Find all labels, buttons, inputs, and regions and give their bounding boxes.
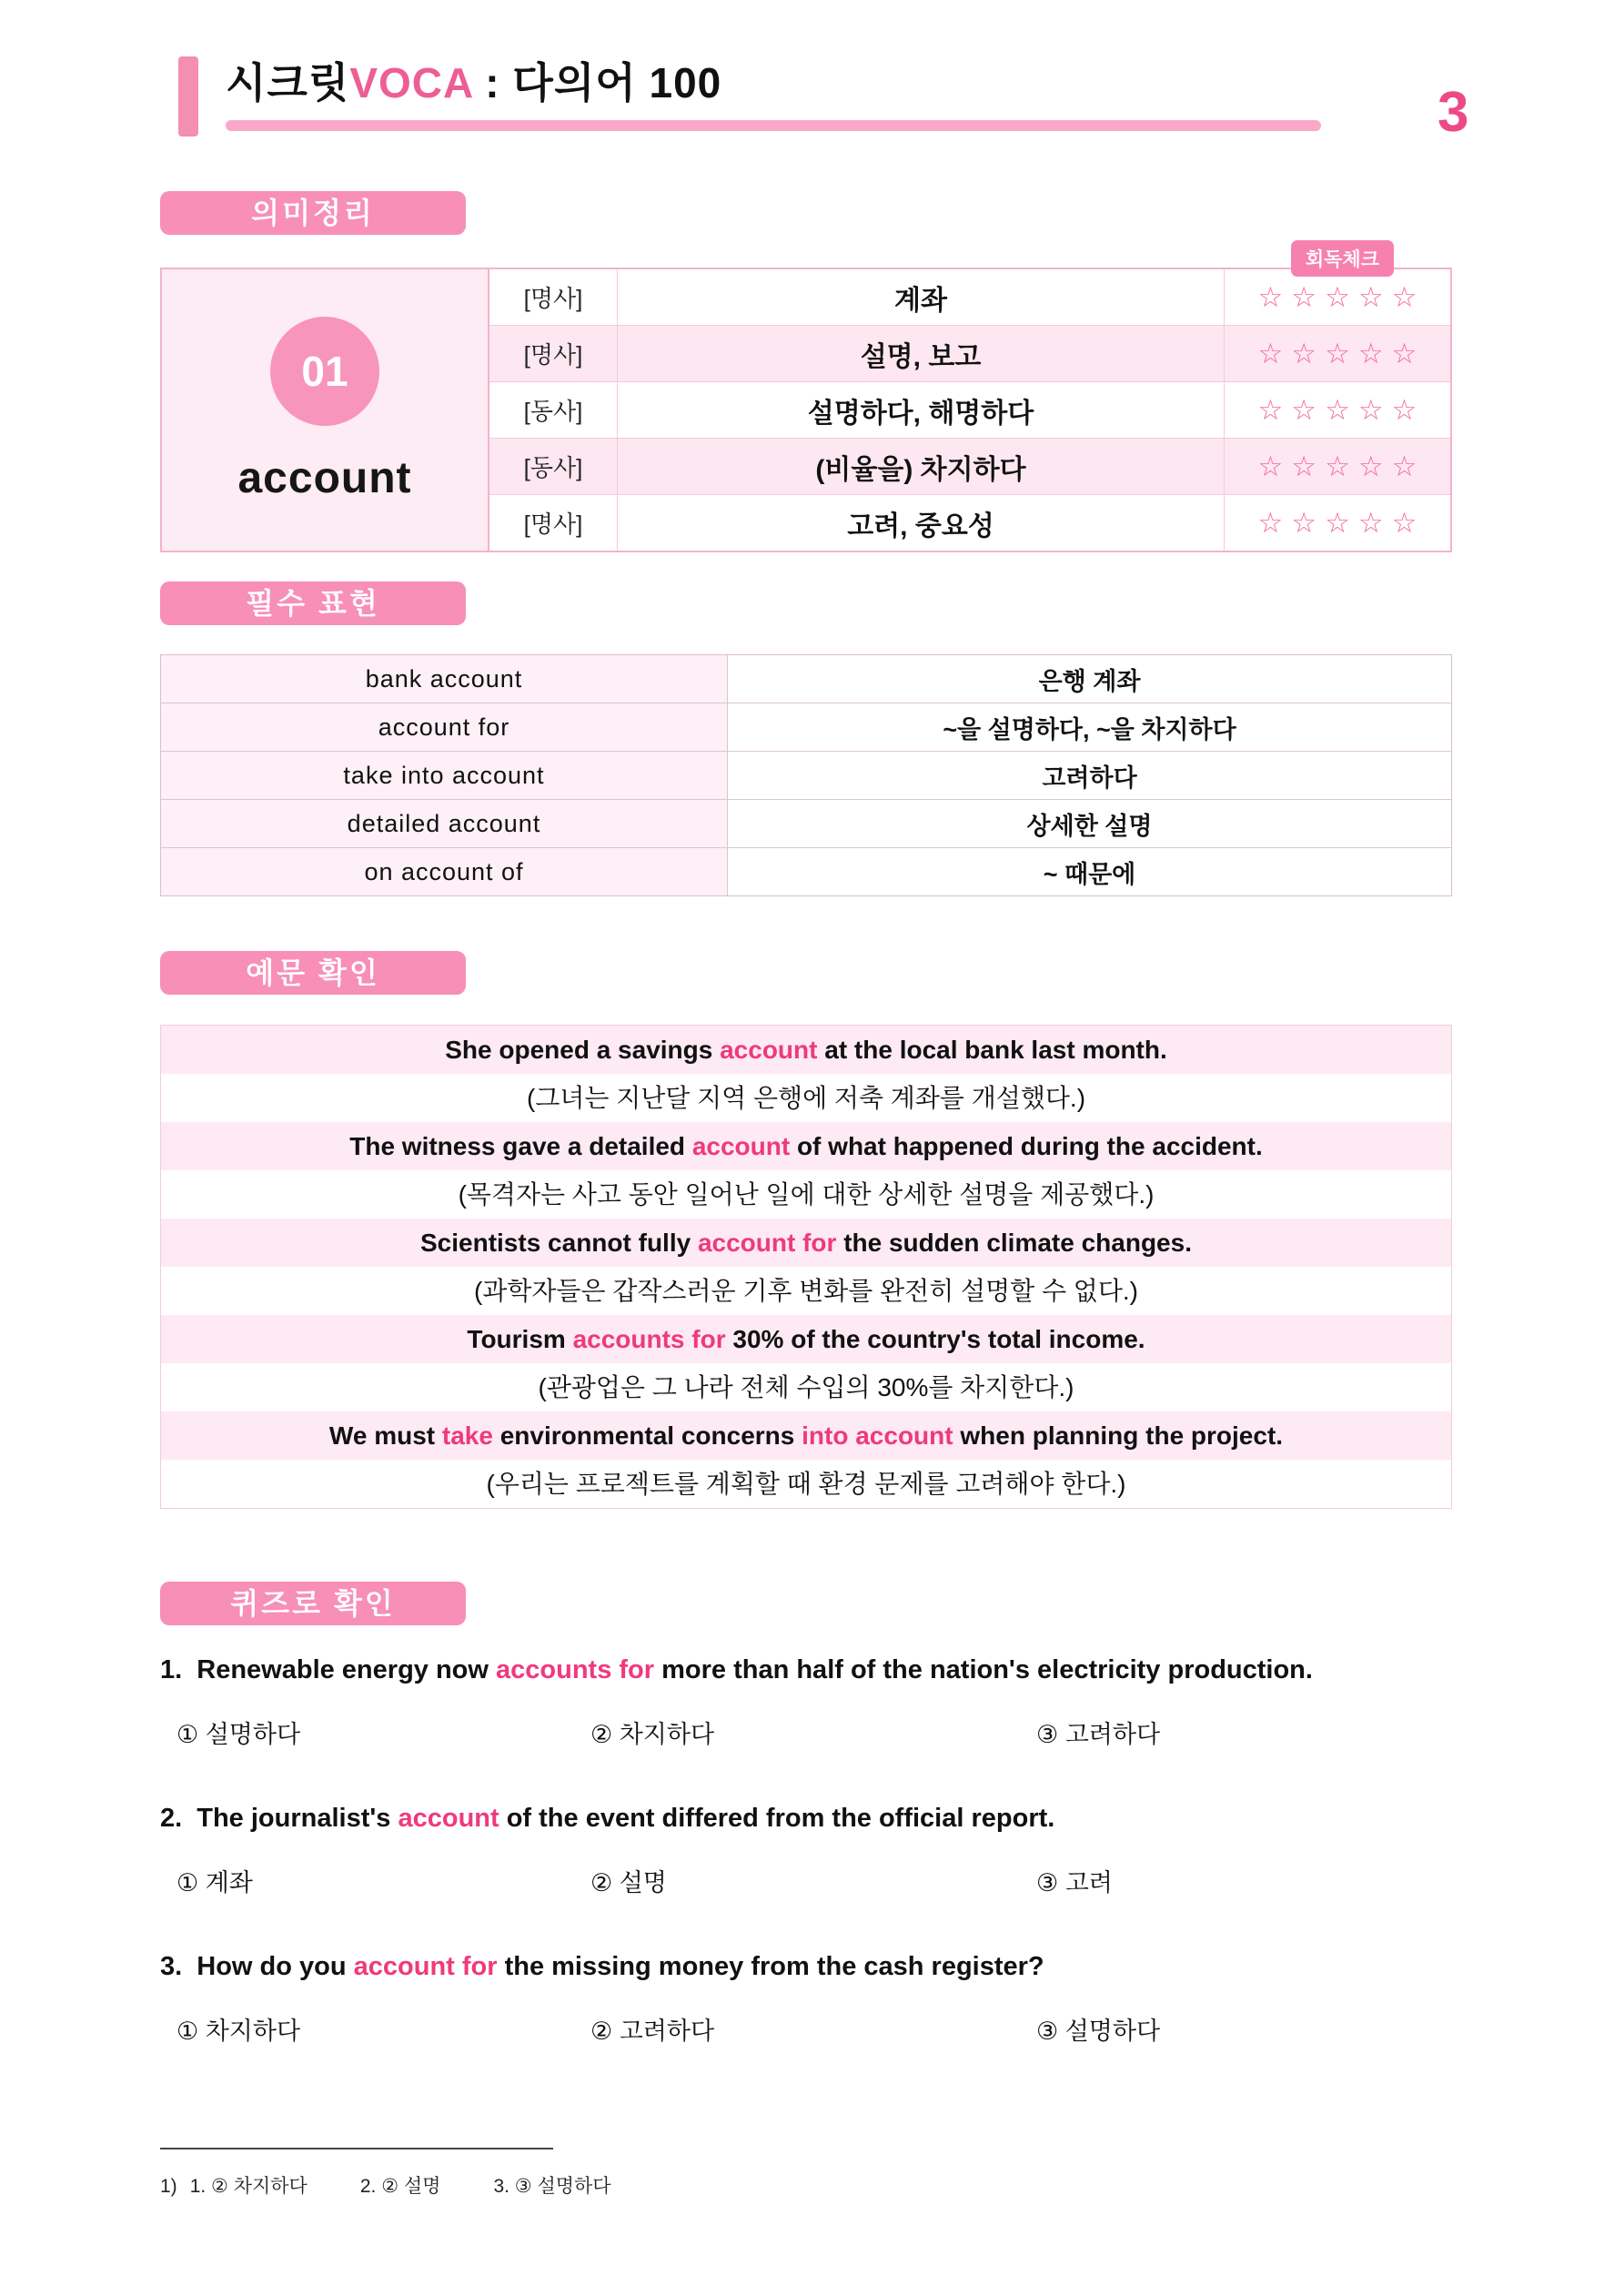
quiz-option: ③ 설명하다 — [1036, 2018, 1161, 2045]
sentence-text: The witness gave a detailed — [349, 1132, 692, 1160]
quiz-item — [160, 1653, 1452, 1750]
quiz-option: ③ 고려하다 — [1036, 1721, 1161, 1748]
quiz-options — [160, 1863, 1452, 1898]
section-badge-meaning: 의미정리 — [160, 191, 466, 235]
quiz-option: ① 설명하다 — [177, 1721, 301, 1748]
example-sentence-en — [161, 1026, 1451, 1074]
check-count-badge: 회독체크 — [1291, 240, 1394, 277]
quiz-item — [160, 1949, 1452, 2047]
example-sentence-en — [161, 1411, 1451, 1460]
quiz-options — [160, 1714, 1452, 1750]
section-badge-expressions: 필수 표현 — [160, 582, 466, 625]
highlighted-word: accounts for — [496, 1655, 655, 1684]
footnote-marker: 1) — [160, 2176, 177, 2197]
expression-en: account for — [161, 703, 728, 751]
title-underline — [226, 120, 1321, 131]
title-part-secret: 시크릿 — [226, 59, 350, 106]
answer-footnote — [160, 2148, 1452, 2199]
quiz-options — [160, 2011, 1452, 2047]
meaning-text: (비율을) 차지하다 — [618, 439, 1225, 494]
expression-en: bank account — [161, 655, 728, 703]
header — [160, 0, 1452, 137]
star-rating: ☆☆☆☆☆ — [1257, 280, 1426, 313]
sentence-text: The journalist's — [197, 1804, 398, 1833]
footnote-divider — [160, 2148, 553, 2149]
star-rating: ☆☆☆☆☆ — [1257, 393, 1426, 426]
page-number: 3 — [1437, 81, 1469, 144]
sentence-text: How do you — [197, 1952, 354, 1981]
example-translation-ko: (우리는 프로젝트를 계획할 때 환경 문제를 고려해야 한다.) — [161, 1460, 1451, 1508]
expression-row — [161, 752, 1451, 800]
title-accent-bar — [178, 56, 198, 137]
meaning-row — [489, 326, 1450, 382]
sentence-text: of what happened during the accident. — [790, 1132, 1263, 1160]
section-badge-examples: 예문 확인 — [160, 951, 466, 995]
highlighted-word: take — [441, 1421, 493, 1450]
star-rating: ☆☆☆☆☆ — [1257, 337, 1426, 369]
highlighted-word: account — [720, 1036, 818, 1064]
highlighted-word: account — [691, 1132, 791, 1160]
quiz-option: ③ 고려 — [1036, 1869, 1113, 1896]
expression-row — [161, 800, 1451, 848]
meaning-table — [160, 249, 1452, 552]
headword: account — [237, 454, 412, 502]
footnote-answer: 1. ② 차지하다 — [189, 2176, 308, 2197]
expression-ko: ~ 때문에 — [1043, 860, 1136, 888]
sentence-text: Renewable energy now — [197, 1655, 497, 1684]
expression-ko: 고려하다 — [1042, 764, 1137, 792]
footnote-answer: 2. ② 설명 — [359, 2176, 441, 2197]
sentence-text: when planning the project. — [953, 1421, 1284, 1450]
meaning-text: 설명, 보고 — [618, 326, 1225, 381]
word-number-circle: 01 — [270, 317, 379, 426]
expression-row — [161, 703, 1451, 752]
sentence-text: Tourism — [467, 1325, 573, 1353]
headword-cell — [162, 269, 489, 551]
example-sentence-en — [161, 1122, 1451, 1170]
quiz-option: ① 차지하다 — [177, 2018, 301, 2045]
sentence-text: of the event differed from the official report. — [499, 1804, 1055, 1833]
quiz-option: ② 고려하다 — [590, 2018, 715, 2045]
meaning-row — [489, 382, 1450, 439]
example-translation-ko: (목격자는 사고 동안 일어난 일에 대한 상세한 설명을 제공했다.) — [161, 1170, 1451, 1219]
section-badge-quiz: 퀴즈로 확인 — [160, 1582, 466, 1625]
footnote-answers — [160, 2171, 1452, 2199]
expression-en: detailed account — [161, 800, 728, 847]
sentence-text: We must — [328, 1421, 442, 1450]
sentence-text: 30% of the country's total income. — [725, 1325, 1145, 1353]
star-rating: ☆☆☆☆☆ — [1257, 506, 1426, 539]
quiz-list — [160, 1653, 1452, 2047]
expression-row — [161, 848, 1451, 895]
quiz-question — [160, 1653, 1452, 1687]
example-sentence-en — [161, 1219, 1451, 1267]
highlighted-word: into account — [802, 1421, 953, 1450]
highlighted-word: account — [398, 1804, 499, 1833]
meaning-text: 고려, 중요성 — [618, 495, 1225, 551]
title-block — [226, 56, 1321, 131]
sentence-text: more than half of the nation's electricity production. — [654, 1655, 1313, 1684]
title-part-subtitle: : 다의어 100 — [472, 59, 722, 106]
quiz-number: 2. — [160, 1804, 190, 1833]
quiz-item — [160, 1801, 1452, 1898]
examples-list — [160, 1025, 1452, 1509]
expression-ko: ~을 설명하다, ~을 차지하다 — [943, 715, 1236, 743]
star-rating: ☆☆☆☆☆ — [1257, 450, 1426, 482]
page-content — [160, 0, 1452, 2098]
expression-ko: 은행 계좌 — [1038, 667, 1141, 695]
quiz-question — [160, 1801, 1452, 1836]
quiz-number: 1. — [160, 1655, 190, 1684]
sentence-text: environmental concerns — [492, 1421, 802, 1450]
quiz-number: 3. — [160, 1952, 190, 1981]
example-sentence-en — [161, 1315, 1451, 1363]
expressions-table — [160, 654, 1452, 896]
example-translation-ko: (과학자들은 갑작스러운 기후 변화를 완전히 설명할 수 없다.) — [161, 1267, 1451, 1315]
pos-label: [명사] — [489, 495, 618, 551]
sentence-text: the sudden climate changes. — [836, 1229, 1192, 1257]
expression-row — [161, 655, 1451, 703]
sentence-text: the missing money from the cash register? — [497, 1952, 1044, 1981]
pos-label: [명사] — [489, 326, 618, 381]
meaning-text: 계좌 — [618, 269, 1225, 325]
quiz-option: ② 설명 — [590, 1869, 667, 1896]
example-translation-ko: (관광업은 그 나라 전체 수입의 30%를 차지한다.) — [161, 1363, 1451, 1411]
title-part-voca: VOCA — [349, 59, 473, 106]
sentence-text: She opened a savings — [445, 1036, 721, 1064]
meaning-text: 설명하다, 해명하다 — [618, 382, 1225, 438]
pos-label: [동사] — [489, 382, 618, 438]
pos-label: [동사] — [489, 439, 618, 494]
quiz-option: ① 계좌 — [177, 1869, 253, 1896]
meaning-row — [489, 495, 1450, 551]
quiz-option: ② 차지하다 — [590, 1721, 715, 1748]
example-translation-ko: (그녀는 지난달 지역 은행에 저축 계좌를 개설했다.) — [161, 1074, 1451, 1122]
meaning-row — [489, 269, 1450, 326]
meaning-row — [489, 439, 1450, 495]
highlighted-word: accounts for — [572, 1325, 726, 1353]
expression-en: on account of — [161, 848, 728, 895]
pos-label: [명사] — [489, 269, 618, 325]
expression-ko: 상세한 설명 — [1026, 812, 1153, 840]
sentence-text: Scientists cannot fully — [420, 1229, 698, 1257]
expression-en: take into account — [161, 752, 728, 799]
footnote-answer: 3. ③ 설명하다 — [493, 2176, 611, 2197]
meaning-rows — [489, 269, 1450, 551]
sentence-text: at the local bank last month. — [817, 1036, 1167, 1064]
highlighted-word: account for — [353, 1952, 498, 1981]
highlighted-word: account for — [697, 1229, 837, 1257]
page-title — [226, 56, 1321, 109]
quiz-question — [160, 1949, 1452, 1984]
